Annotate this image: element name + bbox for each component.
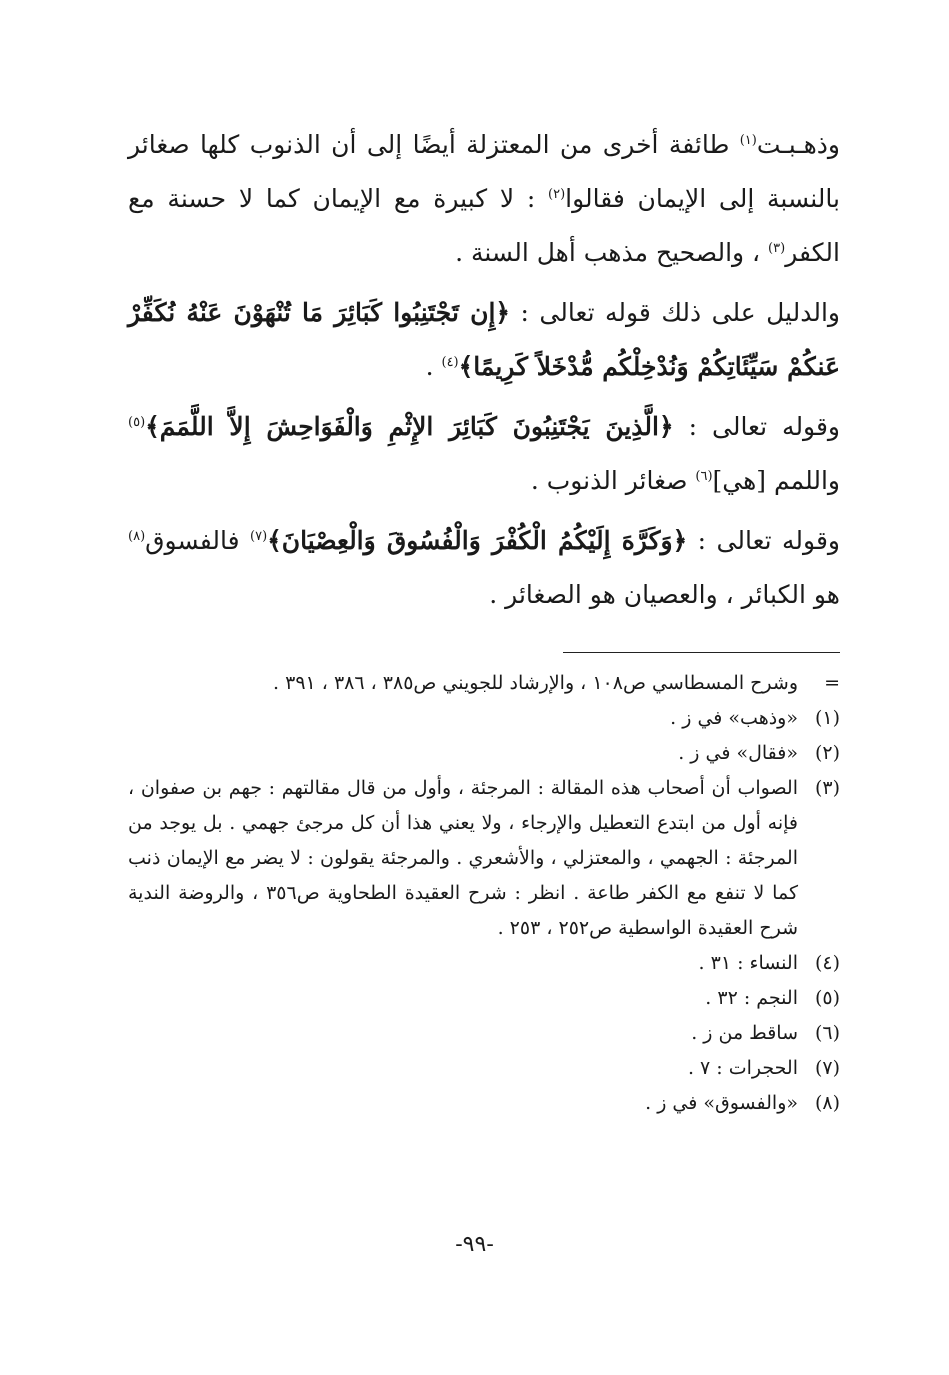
footnote-text: «والفسوق» في ز . [645, 1092, 798, 1114]
body-text: هو الكبائر ، والعصيان هو الصغائر . [489, 580, 840, 609]
footnote-item [128, 701, 840, 736]
quran-verse: ﴿إِن تَجْتَنِبُوا كَبَائِرَ مَا تُنْهَوْنَ عَنْهُ نُكَفِّرْ عَنكُمْ سَيِّئَاتِكُمْ وَنُدْخِلْكُم مُّدْخَلاً كَرِيمًا﴾ [128, 298, 840, 381]
footnote-number: (٨) [814, 1092, 840, 1114]
footnote-text: النساء : ٣١ . [698, 952, 798, 974]
footnote-item [128, 1016, 840, 1051]
footnote-ref: (٢) [548, 187, 566, 202]
footnote-text: «وذهب» في ز . [670, 707, 798, 729]
body-text: وذهـبـت [756, 130, 840, 159]
footnote-item [128, 1086, 840, 1121]
footnote-text: وشرح المسطاسي ص١٠٨ ، والإرشاد للجويني ص٣٨٥ ، ٣٨٦ ، ٣٩١ . [273, 672, 798, 694]
paragraph [128, 514, 840, 622]
quran-verse: ﴿وَكَرَّهَ إِلَيْكُمُ الْكُفْرَ وَالْفُسُوقَ وَالْعِصْيَانَ﴾ [267, 526, 688, 555]
footnote-text: ساقط من ز . [691, 1022, 798, 1044]
body-text: صغائر الذنوب . [530, 466, 696, 495]
paragraph [128, 400, 840, 508]
paragraph [128, 286, 840, 394]
footnote-number: (٦) [814, 1022, 840, 1044]
footnote-ref: (٧) [250, 529, 268, 544]
body-text: . [425, 352, 442, 381]
footnote-item [128, 981, 840, 1016]
body-text: وقوله تعالى : [673, 412, 840, 441]
body-text: ، والصحيح مذهب أهل السنة . [455, 238, 769, 267]
footnotes [128, 666, 840, 1121]
footnote-item [128, 1051, 840, 1086]
footnote-item [128, 666, 840, 701]
footnote-ref: (١) [739, 133, 757, 148]
footnote-text: «فقال» في ز . [678, 742, 798, 764]
footnote-ref: (٦) [695, 469, 713, 484]
footnote-number: (٣) [814, 777, 840, 799]
body-text: وقوله تعالى : [687, 526, 840, 555]
footnote-item [128, 771, 840, 946]
footnote-item [128, 736, 840, 771]
quran-verse: ﴿الَّذِينَ يَجْتَنِبُونَ كَبَائِرَ الإِثْمِ وَالْفَوَاحِشَ إِلاَّ اللَّمَمَ﴾ [145, 412, 674, 441]
footnote-number: (٤) [814, 952, 840, 974]
footnote-number: (٧) [814, 1057, 840, 1079]
body-text: : لا كبيرة مع الإيمان كما لا حسنة مع الكفر [128, 184, 840, 267]
body-text: والدليل على ذلك قوله تعالى : [510, 298, 840, 327]
footnote-text: الحجرات : ٧ . [687, 1057, 798, 1079]
main-text [128, 118, 840, 628]
footnote-ref: (٨) [128, 529, 146, 544]
footnote-ref: (٤) [441, 355, 459, 370]
body-text: طائفة أخرى من المعتزلة أيضًا إلى أن الذنوب كلها صغائر بالنسبة إلى الإيمان فقالوا [128, 130, 840, 213]
footnote-text: النجم : ٣٢ . [705, 987, 798, 1009]
footnote-number: (٥) [814, 987, 840, 1009]
page-number: -٩٩- [455, 1232, 494, 1257]
footnote-item [128, 946, 840, 981]
body-text: فالفسوق [145, 526, 251, 555]
footnote-number: (١) [814, 707, 840, 729]
paragraph [128, 118, 840, 280]
footnote-divider [563, 652, 840, 653]
footnote-text: الصواب أن أصحاب هذه المقالة : المرجئة ، وأول من قال مقالتهم : جهم بن صفوان ، فإنه أول من ابتدع التعطيل والإرجاء ، ولا يعني هذا أن كل مرجئ جهمي . بل يوجد من المرجئة : الجهمي ، والمعتزلي ، والأشعري . والمرجئة يقولون : لا يضر مع الإيمان ذنب كما لا تنفع مع الكفر طاعة . انظر : شرح العقيدة الطحاوية ص٣٥٦ ، والروضة الندية شرح العقيدة الواسطية ص٢٥٢ ، ٢٥٣ . [128, 777, 798, 939]
footnote-number: = [824, 672, 840, 694]
body-text: واللمم [هي] [712, 466, 840, 495]
footnote-ref: (٥) [128, 415, 146, 430]
footnote-number: (٢) [814, 742, 840, 764]
footnote-ref: (٣) [768, 241, 786, 256]
